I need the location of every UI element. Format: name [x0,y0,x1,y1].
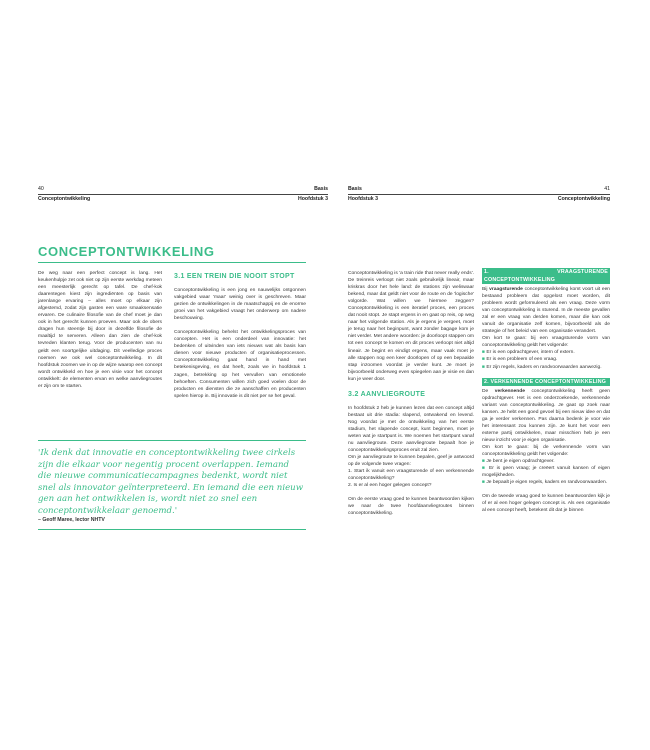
list-item [482,356,610,363]
right-subheader [348,195,610,203]
left-column-1 [38,270,162,397]
bullet-square-icon: ■ [482,364,485,370]
list-item [482,465,610,479]
paragraph: In hoofdstuk 2 heb je kunnen lezen dat een concept altijd bestaat uit drie stadia: slapend, ontwakend en levend. Nog voordat je met de ontwikkeling van het eerste stadium, het slapende concept, kunt beginnen, moet je weten wat je startpunt is. We noemen het startpunt vanaf nu aanvliegroute. Deze aanvliegroute bepaalt hoe je conceptontwikkelingsproces eruit zal zien. [348,405,474,454]
bullet-square-icon: ■ [482,466,487,472]
list-item-text: Je bent je eigen opdrachtgever. [486,459,555,465]
left-section-label: Conceptontwikkeling [38,196,91,202]
left-running-header [38,186,328,193]
emphasis: verkennende [494,388,525,394]
list-item-text: Er is een opdrachtgever, intern of extern. [486,350,575,356]
right-page-number: 41 [604,186,610,192]
paragraph: Om kort te gaan: bij de verkennende vorm van conceptontwikkeling geldt het volgende: [482,444,610,457]
right-column-1 [348,270,474,524]
paragraph [482,286,610,335]
intro-paragraph: De weg naar een perfect concept is lang. Het keukenhulpje zet ook niet op zijn eerste werkdag meteen een meesterlijk gerecht op tafel. De chef-kok daarentegen kiest zijn ingrediënten op basis van jarenlange ervaring – alles moet op elkaar zijn afgestemd, zodat zijn gasten een ware smaaksensatie ervaren. De culinaire filosofie van de chef moet je dan ook in het gerecht kunnen proeven. Maar ook de obers dragen hun steentje bij door in dezelfde filosofie de maaltijd te serveren. Alleen dan zien de chef-kok tevreden klanten terug. Voor de producenten van nu geldt een soortgelijke uitdaging. Dit veelledige proces noemen we ook wel conceptontwikkeling. In dit hoofdstuk zoomen we in op de wijze waarop een concept wordt ontwikkeld en hoe je een visie voor het concept ontwikkelt: de elementen ervan en welke aanvliegroutes er zijn om te starten. [38,271,162,389]
right-chapter-label: Hoofdstuk 3 [348,196,378,202]
right-running-title: Basis [348,186,362,192]
paragraph: Om de tweede vraag goed te kunnen beantwoorden kijk je of er al een hoger gelegen concept is. Als een organisatie al een concept heeft, betekent dit dat je binnen [482,494,610,514]
pull-quote: 'Ik denk dat innovatie en conceptontwikkeling twee cirkels zijn die elkaar voor negentig procent overlappen. Iemand die nieuwe communicatiecampagnes bedenkt, wordt niet snel als innovator geïnterpreteerd. En iemand die een nieuw gen aan het ontwikkelen is, wordt niet zo snel een conceptontwikkelaar genoemd.' [38,448,304,516]
paragraph [482,388,610,444]
list-item [482,458,610,465]
section-heading-3-2: 3.2 AANVLIEGROUTE [348,390,426,398]
left-column-2 [174,272,306,407]
question-1: 1. Start ik vanuit een vraagsturende of een verkennende conceptontwikkeling? [348,469,474,482]
quote-top-rule [38,440,306,441]
right-column-2 [482,268,610,521]
question-2: 2. Is er al een hoger gelegen concept? [348,483,432,489]
bullet-list [482,458,610,486]
text-run: De [482,388,495,394]
list-item [482,479,610,486]
right-running-header [348,186,610,193]
bullet-square-icon: ■ [482,480,485,486]
bullet-square-icon: ■ [482,459,485,465]
paragraph: Om je aanvliegroute te kunnen bepalen, geef je antwoord op de volgende twee vragen: [348,455,474,468]
section-heading-3-1: 3.1 EEN TREIN DIE NOOIT STOPT [174,273,295,280]
right-page [348,186,610,531]
list-item-text: Je bepaalt je eigen regels, kaders en randvoorwaarden. [486,480,608,486]
left-page [38,186,328,531]
box-heading-vraagsturend: 1. VRAAGSTURENDE CONCEPTONTWIKKELING [484,269,608,283]
left-page-number: 40 [38,186,44,192]
right-section-label: Conceptontwikkeling [557,196,610,202]
paragraph: Conceptontwikkeling behelst het ontwikkelingsproces van concepten. Het is een onderdeel van innovatie: het bedenken of uitvinden van iets nieuws wat als basis kan dienen voor nieuwe producten of organisatieprocessen. Conceptontwikkeling gaat hand in hand met betekenisgeving, en dat heeft, zoals we in hoofdstuk 1 zagen, betrekking op het vervullen van emotionele behoeften. Consumenten willen zich goed voelen door de producten en diensten die ze aanschaffen en producenten spelen hierop in. Bij innovatie is dit niet per se het geval. [174,330,306,399]
bullet-square-icon: ■ [482,350,485,356]
bullet-square-icon: ■ [482,357,485,363]
text-run: Bij [482,287,490,292]
list-item-text: Er is geen vraag; je creëert vanuit kansen of eigen mogelijkheden. [482,466,610,479]
list-item-text: Er zijn regels, kaders en randvoorwaarden aanwezig. [486,364,602,370]
bullet-list [482,349,610,370]
left-running-title: Basis [314,186,328,192]
left-chapter-label: Hoofdstuk 3 [298,196,328,202]
list-item [482,364,610,371]
paragraph: Conceptontwikkeling is 'a train ride that never really ends'. De treinreis verloopt niet zoals gebruikelijk lineair, maar kriskras door het hele land: de stations zijn weliswaar bekend, maar dat geldt niet voor de route en de 'logische' volgorde. Wat willen we hiermee zeggen? Conceptontwikkeling is een iteratief proces, een proces dat nooit stopt. Je stapt ergens in en gaat op reis, op weg naar het volgende station. Als je ergens je vergeet, moet je terug naar het beginpunt, want zonder bagage kom je niet verder. Met andere woorden: je doorloopt stappen om tot een concept te komen en dit proces verloopt niet altijd lineair. Je begint en eindigt ergens, maar vaak moet je alle stappen nog een keer doorlopen of op een bepaalde stap inzoomen voordat je verder kunt. Je moet je bijvoorbeeld onderweg even spiegelen aan je visie en dan kun je weer door. [348,271,474,382]
quote-attribution: – Geoff Maree, lector NHTV [38,517,105,523]
list-item-text: Er is een probleem of een vraag. [486,357,558,363]
paragraph: Conceptontwikkeling is een jong en nauwelijks ontgonnen vakgebied waar 'maar' weinig over is geschreven. Maar gezien de ontwikkelingen in de maatschappij en de enorme groei van het vakgebied vraagt het onderwerp om nadere beschouwing. [174,288,306,322]
chapter-title-rule [38,262,306,263]
text-run: conceptontwikkeling heeft geen opdrachtgever. Het is een onderzoekende, verkennende variant van conceptontwikkeling. Je gaat op zoek naar kansen. Je hebt een goed gevoel bij een nieuw idee en dat ga je verder verkennen. Pas daarna bedenk je voor wie het interessant zou kunnen zijn. Je kunt het voor een externe partij ontwikkelen, maar misschien heb je een nieuw inzicht voor je eigen organisatie. [482,388,610,443]
quote-bottom-rule [38,529,306,530]
left-subheader [38,195,328,203]
paragraph: Om de eerste vraag goed te kunnen beantwoorden kijken we naar de twee hoofdaanvliegroutes binnen conceptontwikkeling. [348,497,474,517]
text-run: conceptontwikkeling komt voort uit een bestaand probleem dat opgelost moet worden, dit probleem wordt geformuleerd als een vraag. Deze vorm van conceptontwikkeling is sturend. In de meeste gevallen zal er een vraag van derden komen, maar die kan ook vanuit de organisatie zelf komen, bijvoorbeeld als de strategie of het beleid van een organisatie verandert. [482,287,611,335]
emphasis: vraagsturende [489,287,523,292]
box-heading-verkennend: 2. VERKENNENDE CONCEPTONTWIKKELING [482,378,610,386]
chapter-title: CONCEPTONTWIKKELING [38,244,215,259]
list-item [482,349,610,356]
paragraph: Om kort te gaan: bij een vraagsturende vorm van conceptontwikkeling geldt het volgende: [482,336,610,349]
